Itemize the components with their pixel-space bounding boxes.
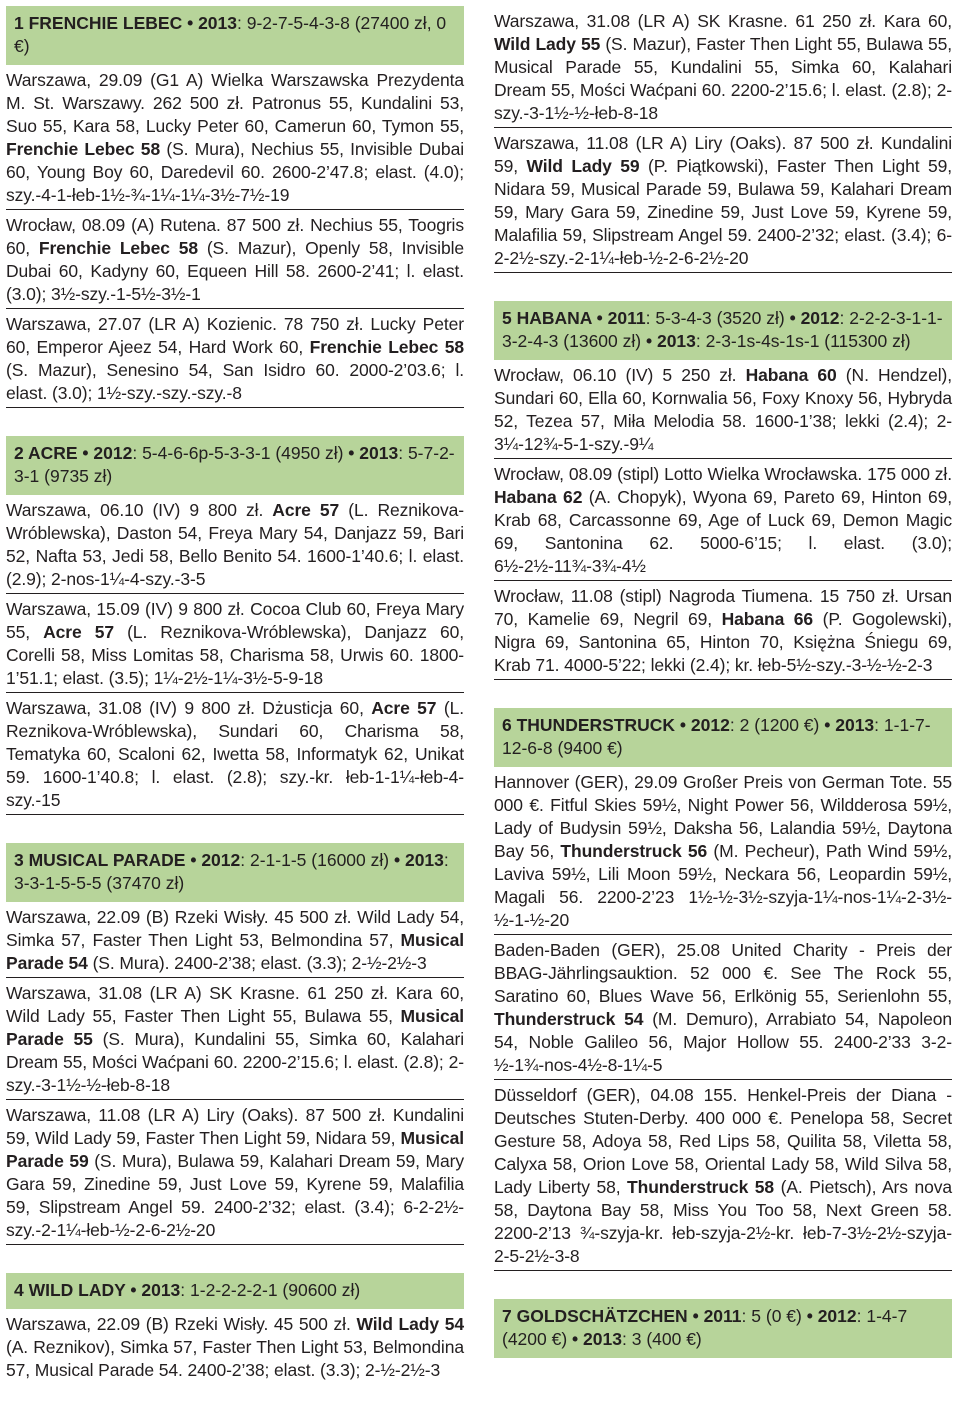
race-entry: [6, 210, 464, 309]
race-details: Warszawa, 31.08 (IV) 9 800 zł. Dżusticja 60,: [6, 698, 372, 718]
race-entry: [494, 6, 952, 128]
season-record: 2 (1200 €): [739, 715, 820, 735]
horse-result: Frenchie Lebec 58: [6, 139, 161, 159]
race-field: (P. Piątkowski), Faster Then Light 59, Nidara 59, Musical Parade 59, Bulawa 59, Kalahari Dream 59, Mary Gara 59, Zinedine 59, Just Love 59, Kyrene 59, Malafilia 59, Slipstream Angel 59. 2400-2’32; elast. (3.4); 6-2-2½-szy.-2-1¼-łeb-½-2-6-2½-20: [494, 156, 952, 268]
horse-header-h7: 7 GOLDSCHÄTZCHEN • 2011: 5 (0 €) • 2012: 1-4-7 (4200 €) • 2013: 3 (400 €): [494, 1299, 952, 1358]
season-year: 2011: [607, 308, 646, 328]
race-field: (S. Mura), Bulawa 59, Kalahari Dream 59, Mary Gara 59, Zinedine 59, Just Love 59, Kyrene 59, Malafilia 59, Slipstream Angel 59. 2400-2’32; elast. (3.4); 6-2-2½-szy.-2-1¼-łeb-½-2-6-2½-20: [6, 1151, 464, 1240]
race-field: (M. Demuro), Arrabiato 54, Napoleon 54, Noble Galileo 56, Major Hollow 55. 2400-2’33 3-2-½-1¾-nos-4½-8-1¼-5: [494, 1009, 953, 1075]
race-entry: [494, 1080, 952, 1271]
separator-bullet: •: [801, 1306, 818, 1326]
section-gap: [494, 680, 952, 708]
horse-result: Wild Lady 59: [526, 156, 640, 176]
season-record: 5-7-2-3-1 (9735 zł): [14, 443, 455, 486]
horse-result: Thunderstruck 54: [494, 1009, 644, 1029]
race-entry: [494, 128, 952, 273]
race-entry: [494, 360, 952, 459]
race-details: Düsseldorf (GER), 04.08 155. Henkel-Preis der Diana - Deutsches Stuten-Derby. 400 000 €. Penelopa 58, Secret Gesture 58, Adoya 58, Red Lips 58, Quilita 58, Viletta 58, Calyxa 58, Orion Love 58, Oriental Lady 58, Wild Silva 58, Lady Liberty 58,: [494, 1085, 952, 1197]
separator-bullet: •: [819, 715, 836, 735]
separator-bullet: •: [687, 1306, 704, 1326]
horse-result: Musical Parade 55: [6, 1006, 464, 1049]
race-entry: [6, 1100, 464, 1245]
race-field: (L. Reznikova-Wróblewska), Daston 54, Freya Mary 54, Danjazz 59, Bari 52, Nafta 53, Jedi 58, Bello Benito 54. 1600-1’40.6; l. elast. (2.9); 2-nos-1¼-4-szy.-3-5: [6, 500, 464, 589]
separator-bullet: •: [125, 1280, 142, 1300]
race-details: Baden-Baden (GER), 25.08 United Charity - Preis der BBAG-Jährlingsauktion. 52 000 €. See The Rock 55, Saratino 60, Blues Wave 56, Erlkönig 55, Serienlohn 55,: [494, 940, 952, 1006]
race-entry: [6, 495, 464, 594]
separator-bullet: •: [182, 13, 199, 33]
race-field: (L. Reznikova-Wróblewska), Sundari 60, Charisma 58, Tematyka 60, Scaloni 62, Iwetta 58, Informatyk 62, Unikat 59. 1600-1’40.8; l. elast. (2.8); szy.-kr. łeb-1-1¼-łeb-4-szy.-15: [6, 698, 464, 810]
section-gap: [494, 273, 952, 301]
season-year: 2013: [583, 1329, 622, 1349]
season-year: 2013: [404, 850, 444, 870]
season-year: 2013: [359, 443, 399, 463]
race-entry: [6, 1309, 464, 1384]
race-entry: [6, 309, 464, 408]
horse-result: Frenchie Lebec 58: [38, 238, 198, 258]
race-field: (S. Mazur), Senesino 54, San Isidro 60. 2000-2’03.6; l. elast. (3.0); 1½-szy.-szy.-szy.-8: [6, 360, 464, 403]
section-gap: [6, 1245, 464, 1273]
race-entry: [6, 978, 464, 1100]
horse-result: Thunderstruck 56: [560, 841, 708, 861]
separator-bullet: •: [641, 331, 657, 351]
race-details: Wrocław, 08.09 (A) Rutena. 87 500 zł. Nechius 55, Toogris 60,: [6, 215, 464, 258]
left-column: [6, 6, 464, 1384]
season-year: 2012: [201, 850, 241, 870]
section-gap: [6, 815, 464, 843]
horse-result: Acre 57: [43, 622, 114, 642]
season-record: 1-2-2-2-2-1 (90600 zł): [190, 1280, 361, 1300]
separator-bullet: •: [675, 715, 691, 735]
season-year: 2012: [800, 308, 840, 328]
race-field: (N. Hendzel), Sundari 60, Ella 60, Kornwalia 56, Foxy Knoxy 56, Hybryda 52, Tezea 57, Miła Melodia 58. 1600-1’38; lekki (2.4); 2-3¼-12¾-5-1-szy.-9¼: [494, 365, 952, 454]
race-entry: [494, 935, 952, 1080]
season-year: 2012: [817, 1306, 857, 1326]
horse-header-h4: 4 WILD LADY • 2013: 1-2-2-2-2-1 (90600 zł): [6, 1273, 464, 1309]
race-entry: [6, 693, 464, 815]
horse-result: Wild Lady 55: [494, 34, 601, 54]
race-field: (S. Mazur), Openly 58, Invisible Dubai 60, Kadyny 60, Equeen Hill 58. 2600-2’41; l. elast. (3.0); 3½-szy.-1-5½-3½-1: [6, 238, 464, 304]
season-record: 2-2-2-3-1-1-3-2-4-3 (13600 zł): [502, 308, 943, 351]
race-details: Warszawa, 15.09 (IV) 9 800 zł. Cocoa Club 60, Freya Mary 55,: [6, 599, 464, 642]
race-details: Wrocław, 08.09 (stipl) Lotto Wielka Wrocławska. 175 000 zł.: [494, 464, 952, 484]
race-field: (S. Mazur), Faster Then Light 55, Bulawa 55, Musical Parade 55, Kundalini 55, Simka 60, Kalahari Dream 55, Mości Waćpani 60. 2200-2’15.6; l. elast. (2.8); 2-szy.-3-1½-½-łeb-8-18: [494, 34, 952, 123]
season-year: 2013: [198, 13, 238, 33]
season-record: 2-3-1s-4s-1s-1 (115300 zł): [705, 331, 911, 351]
horse-name: 4 WILD LADY: [14, 1280, 126, 1300]
race-details: Hannover (GER), 29.09 Großer Preis von German Tote. 55 000 €. Fitful Skies 59½, Night Power 56, Wildderosa 59½, Lady of Budysin 59½, Daksha 56, Lalandia 59½, Daytona Bay 56,: [494, 772, 952, 861]
race-field: (S. Mura), Nechius 55, Invisible Dubai 60, Young Boy 60, Daredevil 60. 2600-2’47.8; elast. (4.0); szy.-4-1-łeb-1½-¾-1¼-1¼-3½-7½-19: [6, 139, 464, 205]
horse-header-h2: 2 ACRE • 2012: 5-4-6-6p-5-3-3-1 (4950 zł) • 2013: 5-7-2-3-1 (9735 zł): [6, 436, 464, 495]
season-record: 3-3-1-5-5-5 (37470 zł): [14, 873, 185, 893]
horse-result: Wild Lady 54: [356, 1314, 464, 1334]
race-details: Warszawa, 11.08 (LR A) Liry (Oaks). 87 500 zł. Kundalini 59, Wild Lady 59, Faster Then Light 59, Nidara 59,: [6, 1105, 464, 1148]
race-details: Wrocław, 11.08 (stipl) Nagroda Tiumena. 15 750 zł. Ursan 70, Kamelie 69, Negril 69,: [494, 586, 952, 629]
horse-result: Acre 57: [371, 698, 437, 718]
horse-name: 1 FRENCHIE LEBEC: [14, 13, 183, 33]
season-year: 2013: [835, 715, 875, 735]
season-record: 5 (0 €): [751, 1306, 802, 1326]
separator-bullet: •: [784, 308, 801, 328]
race-field: (A. Pietsch), Ars nova 58, Daytona Bay 58, Miss You Too 58, Next Green 58. 2200-2’13 ¾-szyja-kr. łeb-szyja-2½-kr. łeb-7-3½-2½-szyja-2-5-2½-3-8: [494, 1177, 953, 1266]
season-year: 2011: [703, 1306, 742, 1326]
horse-header-h5: 5 HABANA • 2011: 5-3-4-3 (3520 zł) • 2012: 2-2-2-3-1-1-3-2-4-3 (13600 zł) • 2013: 2-3-1s-4s-1s-1 (115300 zł): [494, 301, 952, 360]
race-field: (L. Reznikova-Wróblewska), Danjazz 60, Corelli 58, Miss Lomitas 58, Charisma 58, Urwis 60. 1800-1’51.1; elast. (3.5); 1¼-2½-1¼-3½-5-9-18: [6, 622, 465, 688]
race-details: Warszawa, 06.10 (IV) 9 800 zł.: [6, 500, 273, 520]
horse-result: Habana 62: [494, 487, 583, 507]
race-field: (S. Mura). 2400-2’38; elast. (3.3); 2-½-2½-3: [87, 953, 427, 973]
season-record: 9-2-7-5-4-3-8 (27400 zł, 0 €): [14, 13, 447, 56]
separator-bullet: •: [567, 1329, 584, 1349]
race-details: Warszawa, 11.08 (LR A) Liry (Oaks). 87 500 zł. Kundalini 59,: [494, 133, 952, 176]
horse-header-h6: 6 THUNDERSTRUCK • 2012: 2 (1200 €) • 2013: 1-1-7-12-6-8 (9400 €): [494, 708, 952, 767]
season-record: 1-1-7-12-6-8 (9400 €): [502, 715, 931, 758]
race-details: Warszawa, 29.09 (G1 A) Wielka Warszawska Prezydenta M. St. Warszawy. 262 500 zł. Patronus 55, Kundalini 53, Suo 55, Kara 58, Lucky Peter 60, Camerun 60, Tymon 55,: [6, 70, 464, 136]
race-entry: [6, 65, 464, 210]
separator-bullet: •: [185, 850, 202, 870]
separator-bullet: •: [389, 850, 405, 870]
season-record: 5-3-4-3 (3520 zł): [655, 308, 785, 328]
race-field: (M. Pecheur), Path Wind 59½, Laviva 59½, Lili Moon 59½, Neckara 56, Leopardin 59½, Magali 56. 2200-2’23 1½-½-3½-szyja-1¼-nos-1¼-2-3½-½-1-½-20: [494, 841, 952, 930]
race-entry: [494, 459, 952, 581]
race-field: (S. Mura), Kundalini 55, Simka 60, Kalahari Dream 55, Mości Waćpani 60. 2200-2’15.6; l. elast. (2.8); 2-szy.-3-1½-½-łeb-8-18: [6, 1029, 464, 1095]
horse-result: Habana 66: [721, 609, 814, 629]
race-details: Warszawa, 22.09 (B) Rzeki Wisły. 45 500 zł. Wild Lady 54, Simka 57, Faster Then Light 53, Belmondina 57,: [6, 907, 464, 950]
horse-result: Acre 57: [272, 500, 340, 520]
race-details: Warszawa, 27.07 (LR A) Kozienic. 78 750 zł. Lucky Peter 60, Emperor Ajeez 54, Hard Work 60,: [6, 314, 464, 357]
separator-bullet: •: [591, 308, 608, 328]
horse-name: 6 THUNDERSTRUCK: [502, 715, 676, 735]
season-year: 2012: [690, 715, 730, 735]
race-entry: [494, 581, 952, 680]
section-gap: [494, 1271, 952, 1299]
race-entry: [494, 767, 952, 935]
horse-result: Frenchie Lebec 58: [309, 337, 464, 357]
season-record: 1-4-7 (4200 €): [502, 1306, 908, 1349]
season-year: 2013: [141, 1280, 181, 1300]
horse-name: 3 MUSICAL PARADE: [14, 850, 186, 870]
race-field: (A. Reznikov), Simka 57, Faster Then Light 53, Belmondina 57, Musical Parade 54. 2400-2’38; elast. (3.3); 2-½-2½-3: [6, 1337, 464, 1380]
right-column: [494, 6, 952, 1358]
season-record: 5-4-6-6p-5-3-3-1 (4950 zł): [142, 443, 344, 463]
race-details: Warszawa, 22.09 (B) Rzeki Wisły. 45 500 zł.: [6, 1314, 357, 1334]
race-details: Wrocław, 06.10 (IV) 5 250 zł.: [494, 365, 746, 385]
section-gap: [6, 408, 464, 436]
separator-bullet: •: [77, 443, 94, 463]
race-field: (A. Chopyk), Wyona 69, Pareto 69, Hinton 69, Krab 68, Carcassonne 69, Age of Luck 69, Demon Magic 69, Santonina 62. 5000-6’15; l. elast. (3.0); 6½-2½-11¾-3¾-4½: [494, 487, 952, 576]
horse-result: Musical Parade 59: [6, 1128, 464, 1171]
horse-name: 2 ACRE: [14, 443, 78, 463]
season-year: 2012: [93, 443, 133, 463]
horse-result: Habana 60: [745, 365, 837, 385]
race-entry: [6, 902, 464, 978]
race-details: Warszawa, 31.08 (LR A) SK Krasne. 61 250 zł. Kara 60,: [494, 11, 952, 31]
season-record: 3 (400 €): [631, 1329, 702, 1349]
horse-name: 5 HABANA: [502, 308, 592, 328]
horse-result: Musical Parade 54: [6, 930, 464, 973]
horse-name: 7 GOLDSCHÄTZCHEN: [502, 1306, 688, 1326]
season-record: 2-1-1-5 (16000 zł): [250, 850, 390, 870]
horse-header-h1: 1 FRENCHIE LEBEC • 2013: 9-2-7-5-4-3-8 (27400 zł, 0 €): [6, 6, 464, 65]
season-year: 2013: [656, 331, 696, 351]
horse-header-h3: 3 MUSICAL PARADE • 2012: 2-1-1-5 (16000 zł) • 2013: 3-3-1-5-5-5 (37470 zł): [6, 843, 464, 902]
race-entry: [6, 594, 464, 693]
separator-bullet: •: [343, 443, 360, 463]
race-field: (P. Gogolewski), Nigra 69, Santonina 65, Hinton 70, Księżna Śniegu 69, Krab 71. 4000-5’22; lekki (2.4); kr. łeb-5½-szy.-3-½-½-2-3: [494, 609, 952, 675]
horse-result: Thunderstruck 58: [627, 1177, 775, 1197]
race-details: Warszawa, 31.08 (LR A) SK Krasne. 61 250 zł. Kara 60, Wild Lady 55, Faster Then Light 55, Bulawa 55,: [6, 983, 464, 1026]
